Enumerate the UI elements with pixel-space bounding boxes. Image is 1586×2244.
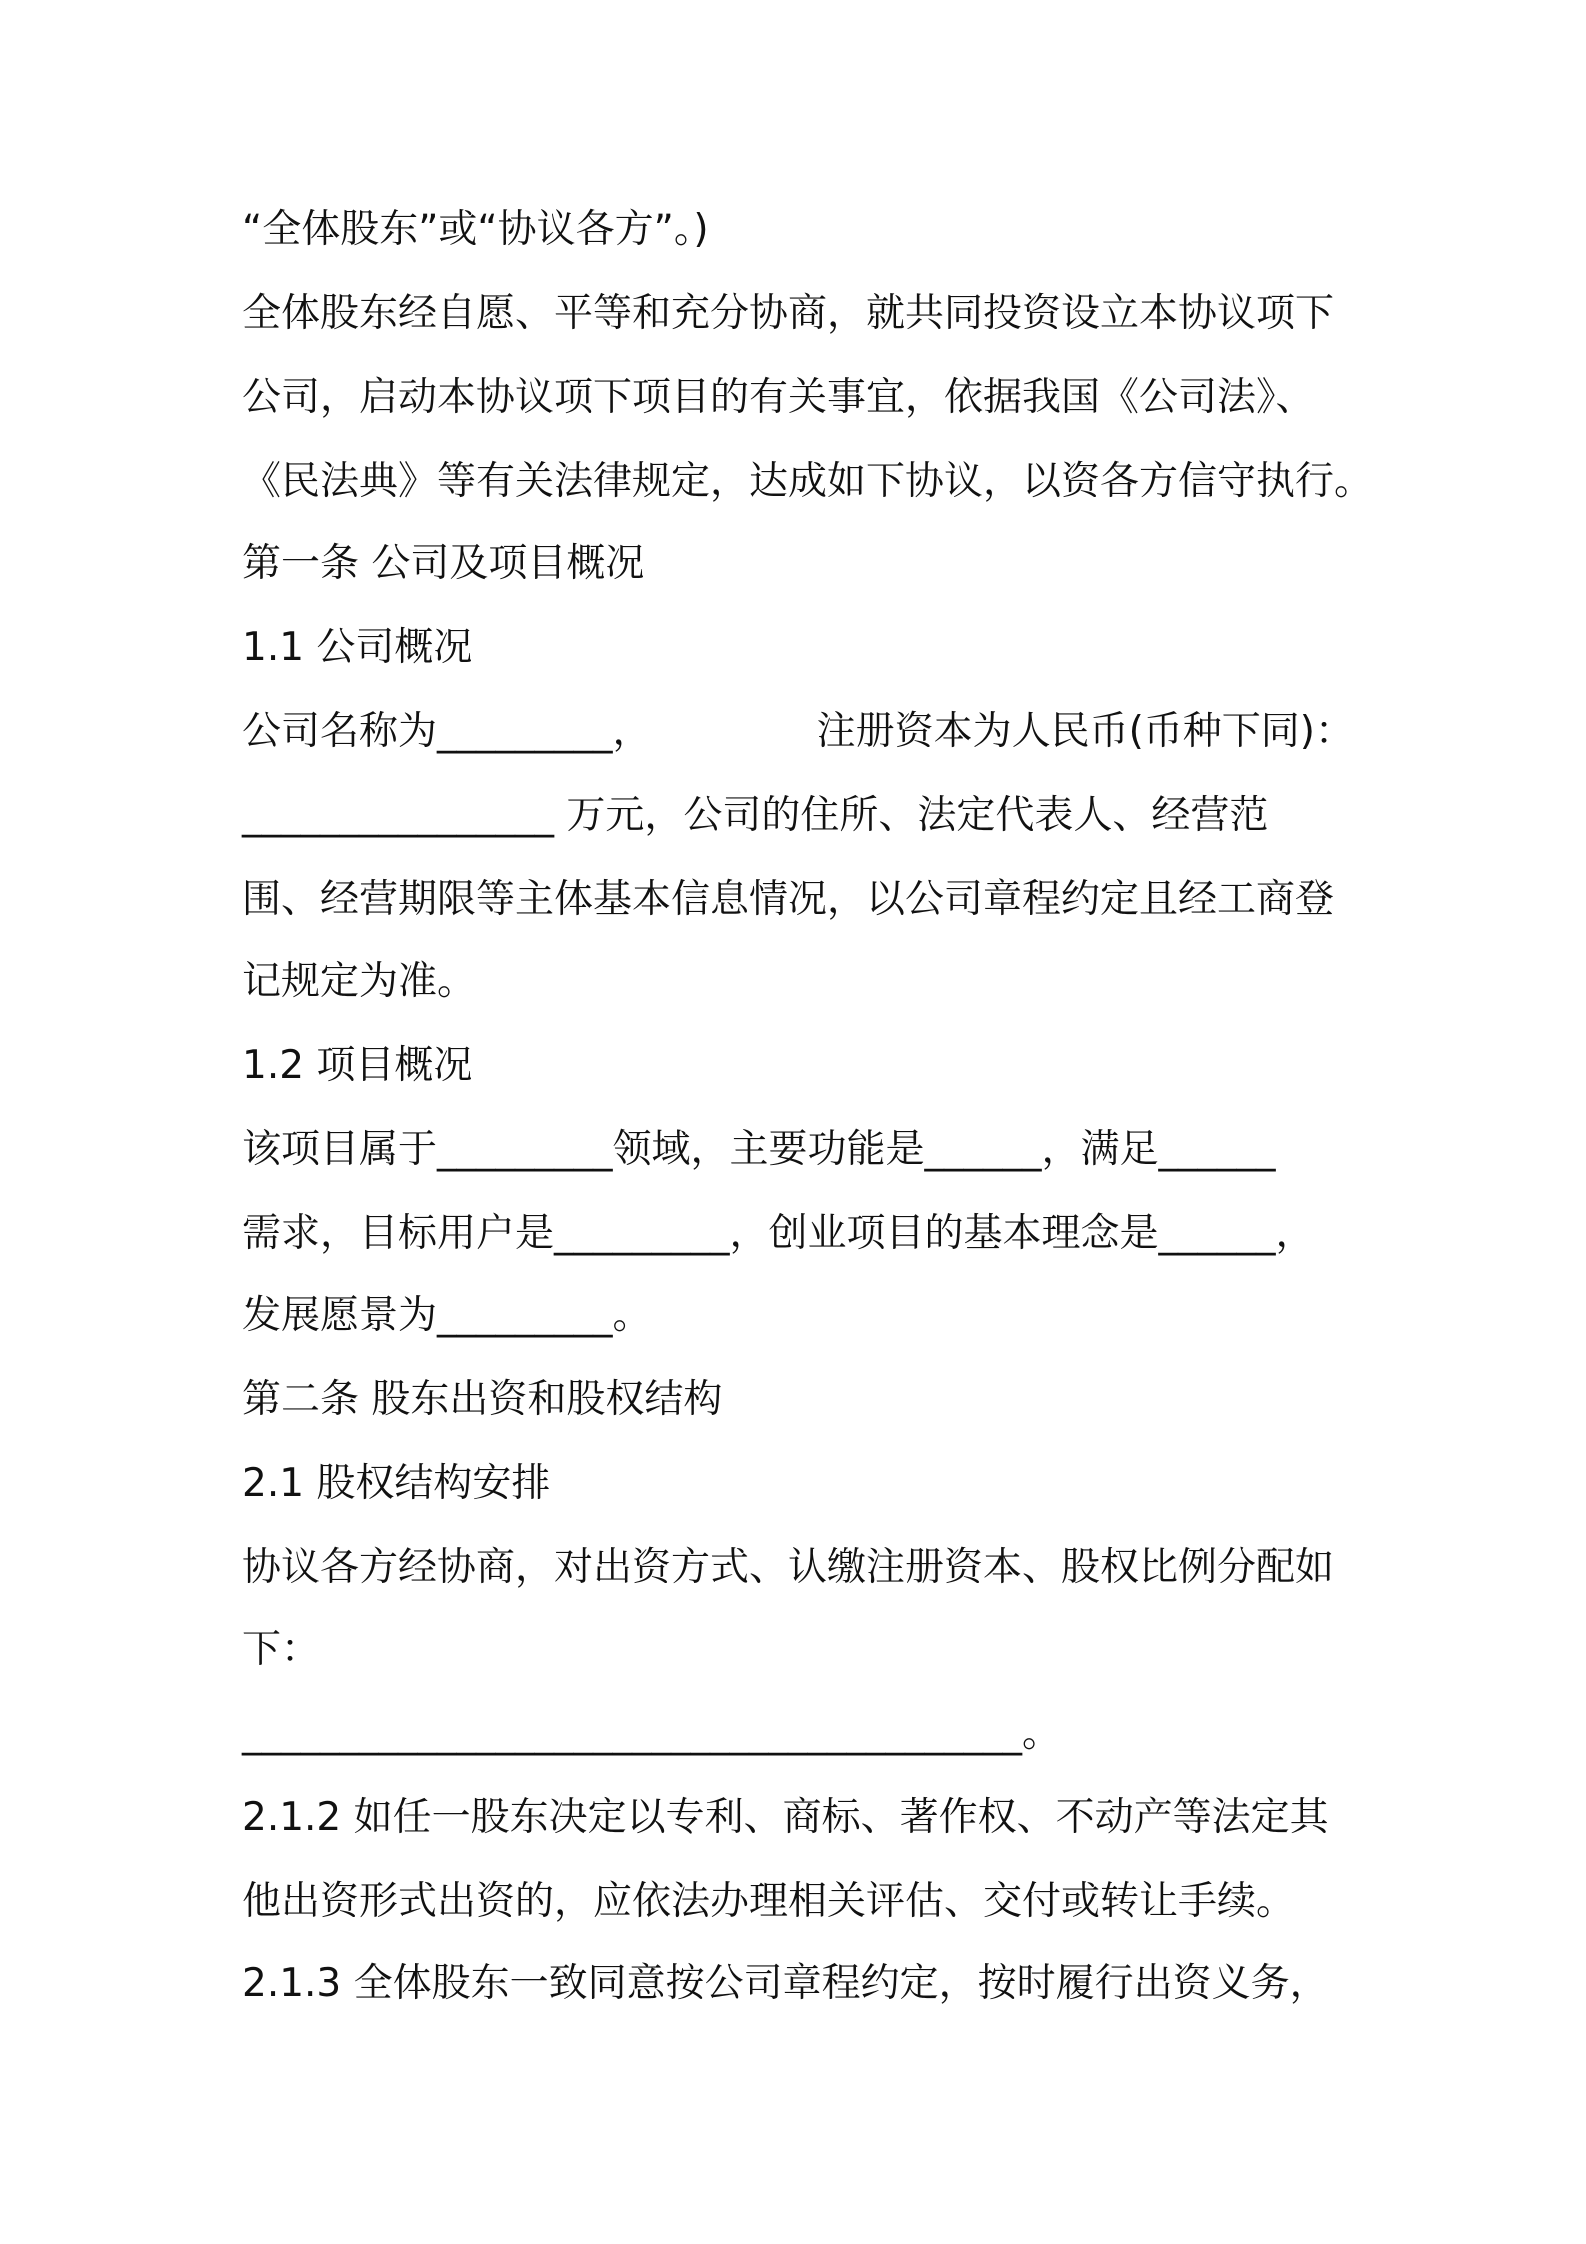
article-heading: 第二条 股东出资和股权结构	[242, 1377, 723, 1422]
paragraph-line	[242, 706, 1354, 758]
section-heading: 1.1 公司概况	[242, 625, 473, 670]
paragraph-line: 发展愿景为_________。	[242, 1293, 652, 1338]
paragraph-line: 需求，目标用户是_________，创业项目的基本理念是______，	[242, 1211, 1315, 1256]
paragraph-line: “全体股东”或“协议各方”。)	[242, 207, 709, 252]
article-heading: 第一条 公司及项目概况	[242, 541, 645, 586]
registered-capital-label: 注册资本为人民币(币种下同)：	[816, 709, 1354, 754]
paragraph-line: 公司，启动本协议项下项目的有关事宜，依据我国《公司法》、	[242, 375, 1315, 420]
paragraph-line: 他出资形式出资的，应依法办理相关评估、交付或转让手续。	[242, 1879, 1296, 1924]
paragraph-line: 协议各方经协商，对出资方式、认缴注册资本、股权比例分配如	[242, 1545, 1335, 1590]
paragraph-line: 围、经营期限等主体基本信息情况，以公司章程约定且经工商登	[242, 877, 1335, 922]
paragraph-line: 下：	[242, 1627, 321, 1672]
section-heading: 1.2 项目概况	[242, 1043, 473, 1088]
paragraph-line: ________________ 万元，公司的住所、法定代表人、经营范	[242, 793, 1269, 838]
paragraph-line: 全体股东经自愿、平等和充分协商，就共同投资设立本协议项下	[242, 291, 1335, 336]
clause-line: 2.1.3 全体股东一致同意按公司章程约定，按时履行出资义务，	[242, 1961, 1329, 2006]
company-name-field: 公司名称为_________，	[242, 709, 652, 754]
section-heading: 2.1 股权结构安排	[242, 1461, 551, 1506]
paragraph-line: 该项目属于_________领域，主要功能是______，满足______	[242, 1127, 1276, 1172]
paragraph-line: 《民法典》等有关法律规定，达成如下协议，以资各方信守执行。	[242, 459, 1374, 504]
clause-line: 2.1.2 如任一股东决定以专利、商标、著作权、不动产等法定其	[242, 1795, 1329, 1840]
blank-fill-line: ________________________________________。	[242, 1711, 1061, 1756]
paragraph-line: 记规定为准。	[242, 959, 477, 1004]
